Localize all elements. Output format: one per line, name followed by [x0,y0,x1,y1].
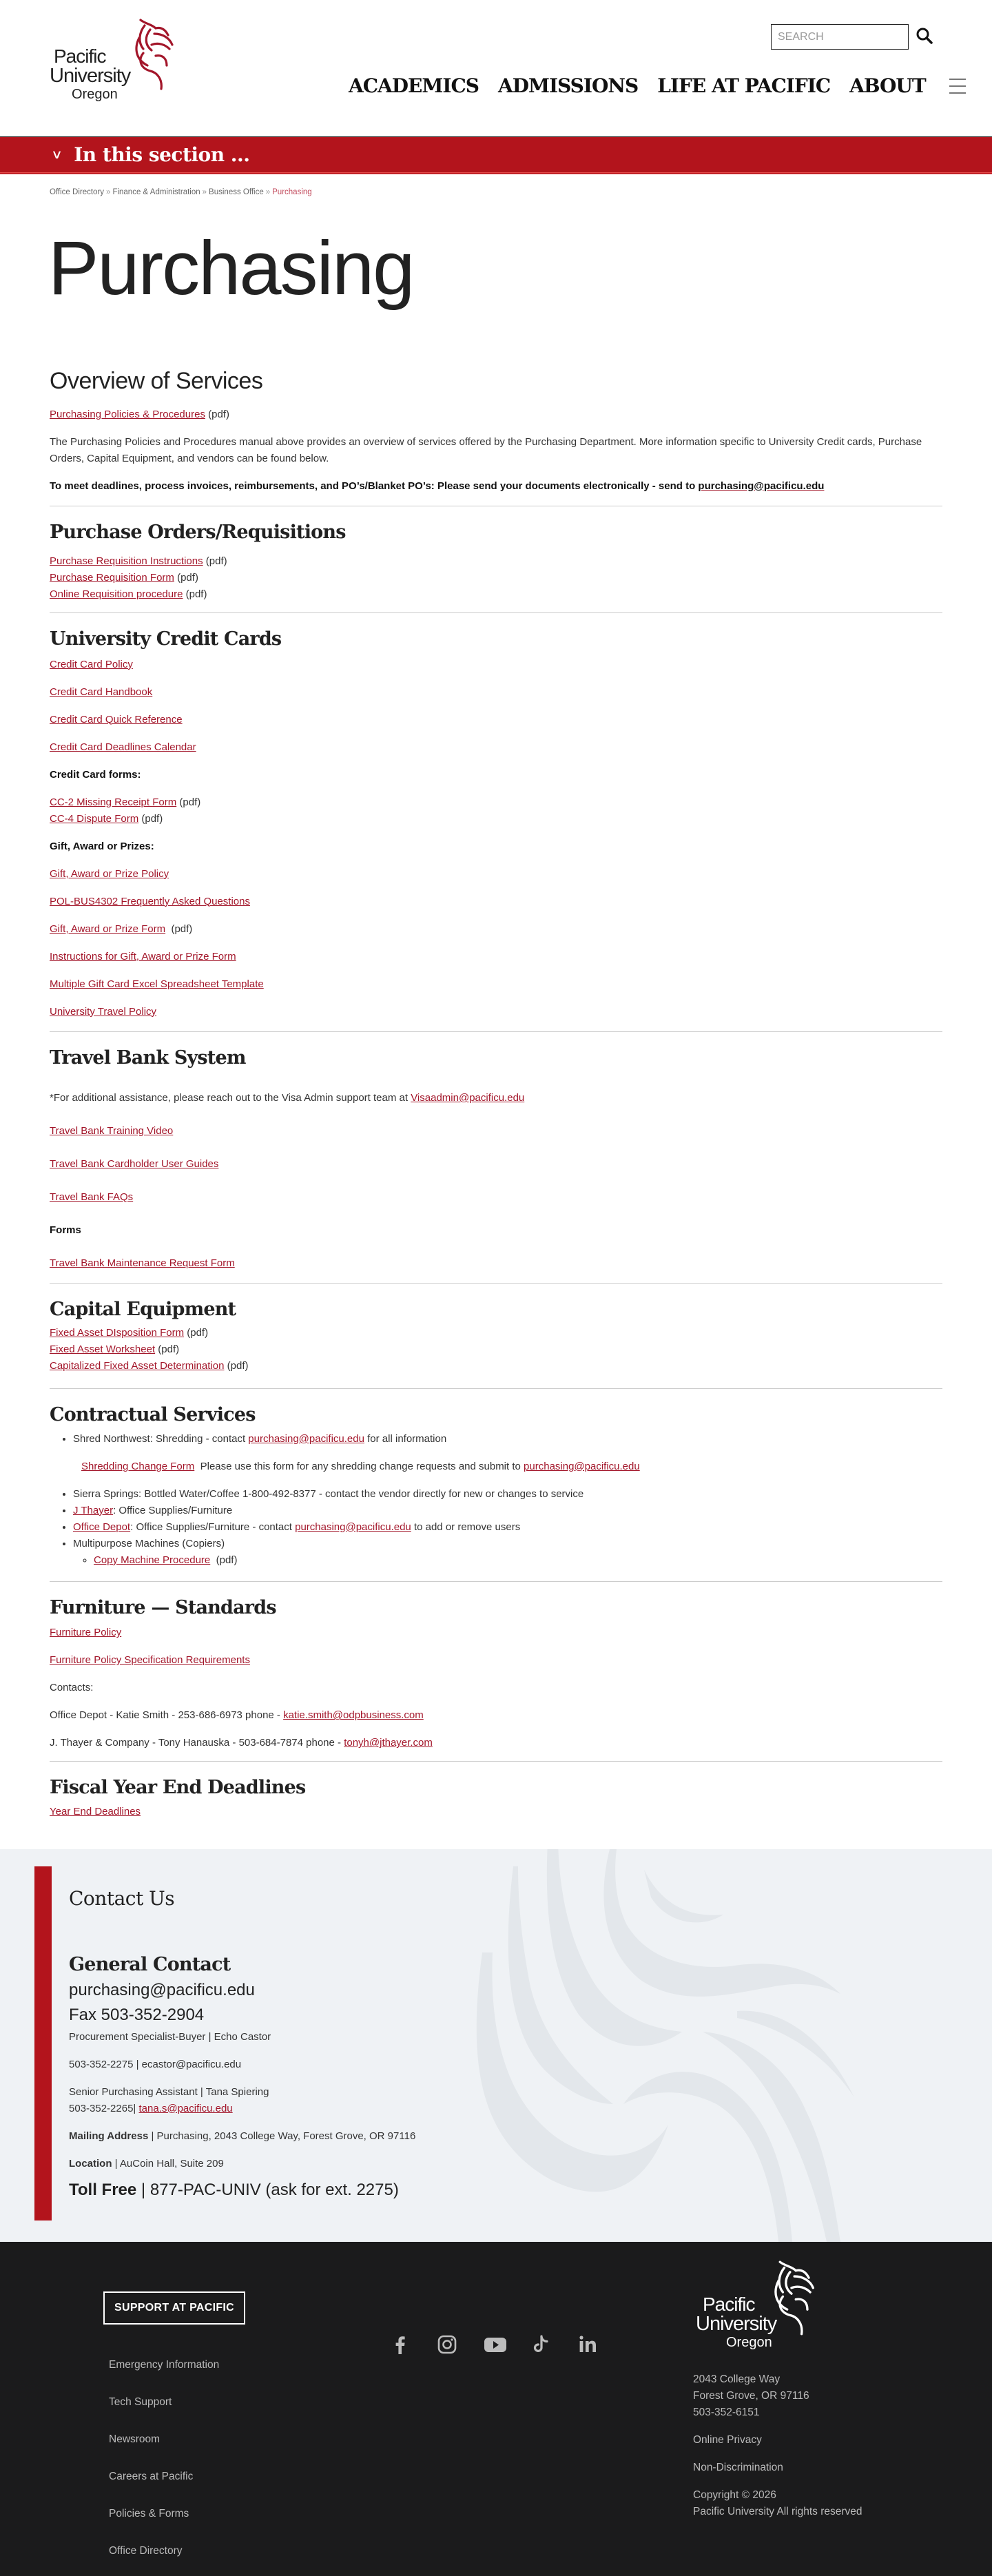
furniture-contact: J. Thayer & Company - Tony Hanauska - 503-684-7874 phone - tonyh@jthayer.com [50,1737,433,1749]
pdf-label: (pdf) [205,555,227,568]
pdf-label: (pdf) [208,408,229,420]
non-discrimination-link[interactable]: Non-Discrimination [693,2461,783,2473]
list-item: • Sierra Springs: Bottled Water/Coffee 1-800-492-8377 - contact the vendor directly for new or changes to service [73,1486,942,1503]
cc2-missing-receipt-form-link[interactable]: CC-2 Missing Receipt Form [50,796,177,808]
footer-link-tech-support[interactable]: Tech Support [109,2395,172,2408]
breadcrumb-current: Purchasing [272,188,312,196]
copyright-line-1: Copyright © 2026 [693,2489,776,2501]
tiktok-icon[interactable] [530,2333,552,2356]
breadcrumb-separator: » [106,188,111,196]
pdf-label: (pdf) [185,588,207,601]
travel-bank-faqs-link[interactable]: Travel Bank FAQs [50,1191,134,1203]
shredding-change-form-link[interactable]: Shredding Change Form [81,1460,195,1472]
purchasing-email-link[interactable]: purchasing@pacificu.edu [295,1521,411,1533]
search-bar [771,24,935,50]
location: Location | AuCoin Hall, Suite 209 [69,2157,224,2170]
facebook-icon[interactable] [389,2333,411,2356]
nav-academics[interactable]: ACADEMICS [349,74,479,97]
footer-link-policies[interactable]: Policies & Forms [109,2507,189,2520]
katie-smith-email-link[interactable]: katie.smith@odpbusiness.com [283,1709,424,1722]
travel-bank-user-guides-link[interactable]: Travel Bank Cardholder User Guides [50,1157,219,1170]
page-title: Purchasing [48,226,414,311]
travel-bank-maintenance-form-link[interactable]: Travel Bank Maintenance Request Form [50,1257,235,1269]
address-line-1: 2043 College Way [693,2373,781,2385]
section-title: Travel Bank System [50,1047,246,1069]
footer-link-careers[interactable]: Careers at Pacific [109,2470,194,2482]
chevron-down-icon: ∨ [51,147,63,161]
footer-link-office-directory[interactable]: Office Directory [109,2544,183,2557]
gift-award-policy-link[interactable]: Gift, Award or Prize Policy [50,867,169,880]
hamburger-icon[interactable] [949,79,966,94]
fixed-asset-worksheet-link[interactable]: Fixed Asset Worksheet [50,1343,156,1356]
list-item: • Shred Northwest: Shredding - contact purchasing@pacificu.edu for all information [73,1431,942,1447]
main-nav [349,74,966,97]
purchase-requisition-instructions-link[interactable]: Purchase Requisition Instructions [50,555,203,568]
tana-email-link[interactable]: tana.s@pacificu.edu [138,2102,233,2114]
list-item: ◦ Copy Machine Procedure (pdf) [94,1552,942,1569]
address-line-2: Forest Grove, OR 97116 [693,2389,809,2402]
purchasing-email-link[interactable]: purchasing@pacificu.edu [698,480,825,492]
travel-bank-training-video-link[interactable]: Travel Bank Training Video [50,1124,174,1137]
footer-address [693,2371,862,2520]
toll-free: Toll Free | 877-PAC-UNIV (ask for ext. 2275) [69,2180,399,2199]
pol-bus4302-faq-link[interactable]: POL-BUS4302 Frequently Asked Questions [50,895,250,907]
credit-card-handbook-link[interactable]: Credit Card Handbook [50,686,153,698]
pdf-label: (pdf) [179,796,201,808]
general-fax: Fax 503-352-2904 [69,2005,205,2024]
breadcrumb-office-directory[interactable]: Office Directory [50,188,105,196]
breadcrumb-business-office[interactable]: Business Office [209,188,264,196]
person2-role: Senior Purchasing Assistant | Tana Spiering [69,2085,269,2098]
section-title: Purchase Orders/Requisitions [50,521,346,543]
furniture-policy-link[interactable]: Furniture Policy [50,1627,122,1639]
credit-card-policy-link[interactable]: Credit Card Policy [50,658,133,670]
pdf-label: (pdf) [227,1360,249,1372]
pdf-label: (pdf) [141,812,163,825]
online-privacy-link[interactable]: Online Privacy [693,2433,762,2446]
section-title: Furniture — Standards [50,1596,276,1618]
divider [50,1283,942,1284]
gift-award-label: Gift, Award or Prizes: [50,840,154,852]
purchase-requisition-form-link[interactable]: Purchase Requisition Form [50,572,174,584]
university-travel-policy-link[interactable]: University Travel Policy [50,1005,157,1018]
linkedin-icon[interactable] [577,2333,599,2356]
contractual-list [73,1431,942,1447]
year-end-deadlines-link[interactable]: Year End Deadlines [50,1805,141,1817]
section-credit-cards [50,628,942,1020]
gift-award-form-link[interactable]: Gift, Award or Prize Form [50,923,166,935]
section-contractual-services: Contractual Services • Shred Northwest: Shredding - contact purchasing@pacificu.edu for all information Shredding Change Form Please use this form for any shredding change requests and submit to purchasing@pacificu.edu • Sierra Springs: Bottled Water/Coffee 1-800-492-8377 - contact the vendor directly for new or changes to service • J Thayer: Office Supplies/Furniture • Office Depot: Office Supplies/Furniture - contact purchasing@pacificu.edu to add or remove users • Multipurpose Machines (Copiers) ◦ Copy Machine Procedure (pdf) [50,1404,942,1568]
overview-body: The Purchasing Policies and Procedures manual above provides an overview of services offered by the Purchasing Department. More information specific to University Credit cards, Purchase Orders, Capital Equipment, and vendors can be found below. [50,435,922,464]
section-overview [50,367,942,495]
nav-admissions[interactable]: ADMISSIONS [497,74,639,97]
list-item: • Multipurpose Machines (Copiers) ◦ Copy Machine Procedure (pdf) [73,1536,942,1569]
fixed-asset-disposition-link[interactable]: Fixed Asset DIsposition Form [50,1327,185,1339]
furniture-contact: Office Depot - Katie Smith - 253-686-6973 phone - katie.smith@odpbusiness.com [50,1709,424,1722]
in-this-section-toggle[interactable] [0,136,992,174]
tonyh-email-link[interactable]: tonyh@jthayer.com [344,1737,433,1749]
accent-bar [34,1866,52,2220]
divider [50,1388,942,1389]
logo-line-3: Oregon [72,87,118,102]
pdf-label: (pdf) [187,1327,209,1339]
boxer-mascot-icon [131,17,174,93]
logo-line-1: Pacific [54,45,106,67]
contact-section [0,1849,992,2242]
section-title: Overview of Services [50,368,263,394]
general-email: purchasing@pacificu.edu [69,1980,255,1999]
section-furniture [50,1597,942,1751]
breadcrumb-separator: » [202,188,207,196]
footer-link-newsroom[interactable]: Newsroom [109,2433,161,2445]
section-purchase-orders [50,522,942,603]
breadcrumb-separator: » [265,188,271,196]
travel-bank-note: *For additional assistance, please reach out to the Visa Admin support team at [50,1091,411,1104]
logo-line-3: Oregon [726,2334,772,2350]
logo-line-2: University [696,2312,777,2335]
person1-contact: 503-352-2275 | ecastor@pacificu.edu [69,2058,242,2070]
section-fiscal-year [50,1777,942,1820]
site-header [0,0,992,136]
capitalized-fixed-asset-link[interactable]: Capitalized Fixed Asset Determination [50,1360,225,1372]
footer-link-emergency[interactable]: Emergency Information [109,2358,220,2371]
youtube-icon[interactable] [483,2333,505,2356]
section-title: Fiscal Year End Deadlines [50,1777,306,1799]
contact-title: Contact Us [69,1886,175,1910]
section-title: Contractual Services [50,1404,256,1426]
person2-contact: 503-352-2265| tana.s@pacificu.edu [69,2102,233,2114]
footer-phone: 503-352-6151 [693,2406,760,2418]
site-footer [0,2242,992,2576]
purchasing-policies-link[interactable]: Purchasing Policies & Procedures [50,408,205,420]
online-requisition-procedure-link[interactable]: Online Requisition procedure [50,588,183,601]
furniture-spec-requirements-link[interactable]: Furniture Policy Specification Requirements [50,1654,250,1667]
section-capital-equipment [50,1299,942,1374]
divider [50,612,942,613]
travel-bank-forms-label: Forms [50,1224,81,1236]
divider [50,1761,942,1762]
contacts-label: Contacts: [50,1682,94,1694]
logo-line-2: University [50,65,131,87]
contractual-list [73,1486,942,1569]
j-thayer-link[interactable]: J Thayer [73,1504,114,1516]
divider [50,1581,942,1582]
divider [50,1031,942,1032]
mailing-address: Mailing Address | Purchasing, 2043 College Way, Forest Grove, OR 97116 [69,2130,416,2142]
pdf-label: (pdf) [171,923,193,935]
nav-about[interactable]: ABOUT [849,74,926,97]
visaadmin-email-link[interactable]: Visaadmin@pacificu.edu [411,1091,525,1104]
instagram-icon[interactable] [436,2333,458,2356]
footer-links [109,2347,219,2570]
section-title: University Credit Cards [50,628,282,650]
section-toggle-label: In this section ... [74,143,250,166]
gift-card-spreadsheet-link[interactable]: Multiple Gift Card Excel Spreadsheet Template [50,978,264,990]
list-item: • Office Depot: Office Supplies/Furniture - contact purchasing@pacificu.edu to add or remove users [73,1519,942,1536]
gift-award-instructions-link[interactable]: Instructions for Gift, Award or Prize Form [50,950,236,962]
list-item: • J Thayer: Office Supplies/Furniture [73,1503,942,1519]
university-logo[interactable] [50,17,174,103]
pdf-label: (pdf) [177,572,198,584]
pdf-label: (pdf) [158,1343,180,1356]
social-links [389,2333,599,2356]
credit-card-deadlines-calendar-link[interactable]: Credit Card Deadlines Calendar [50,741,196,753]
main-content [50,367,942,1820]
search-button[interactable] [914,27,935,48]
copy-machine-procedure-link[interactable]: Copy Machine Procedure [94,1554,211,1566]
nav-life-at-pacific[interactable]: LIFE AT PACIFIC [657,74,831,97]
breadcrumb-finance-administration[interactable]: Finance & Administration [112,188,200,196]
copyright-line-2: Pacific University All rights reserved [693,2505,862,2517]
cc4-dispute-form-link[interactable]: CC-4 Dispute Form [50,812,139,825]
search-input[interactable] [771,24,909,50]
section-title: Capital Equipment [50,1298,236,1320]
general-contact-title: General Contact [69,1953,231,1975]
section-travel-bank [50,1047,942,1272]
purchasing-email-link[interactable]: purchasing@pacificu.edu [248,1432,364,1445]
credit-card-forms-label: Credit Card forms: [50,768,141,781]
support-at-pacific-button[interactable]: SUPPORT AT PACIFIC [103,2291,245,2325]
person1-role: Procurement Specialist-Buyer | Echo Castor [69,2030,271,2043]
boxer-watermark-icon [441,1849,992,2242]
footer-logo[interactable] [696,2259,847,2356]
credit-card-quick-reference-link[interactable]: Credit Card Quick Reference [50,713,183,725]
purchasing-email-link[interactable]: purchasing@pacificu.edu [524,1460,640,1472]
deadline-notice: To meet deadlines, process invoices, reimbursements, and PO’s/Blanket PO’s: Please send your documents electronically - send to [50,480,699,492]
search-icon [916,27,933,45]
logo-line-1: Pacific [703,2293,755,2315]
office-depot-link[interactable]: Office Depot [73,1521,131,1533]
breadcrumb [50,188,992,196]
